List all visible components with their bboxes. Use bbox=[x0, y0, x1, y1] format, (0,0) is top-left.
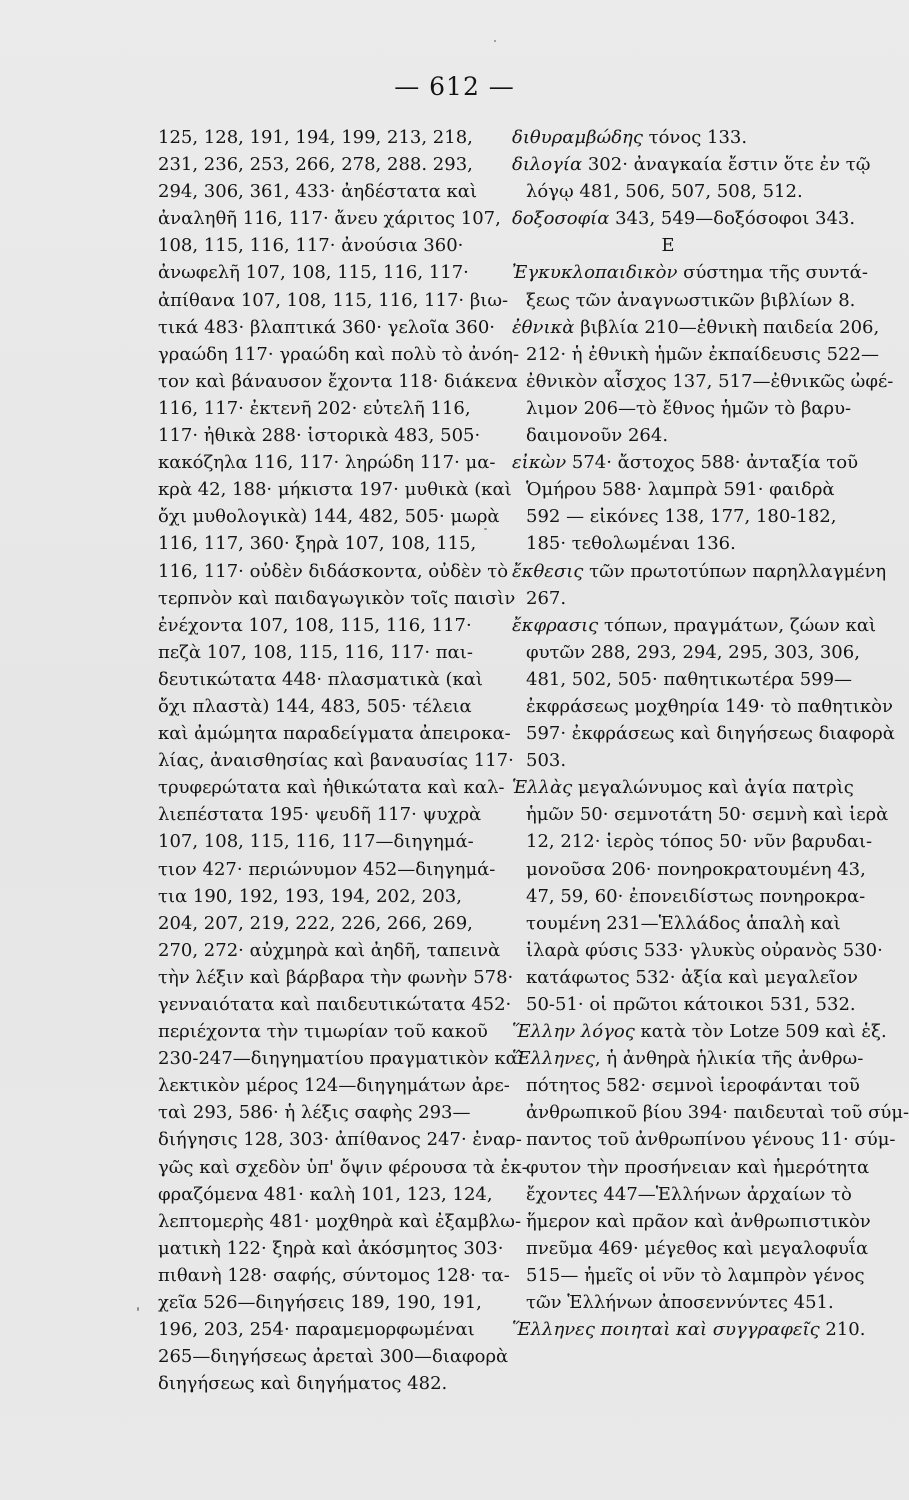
index-line: τον καὶ βάναυσον ἔχοντα 118· διάκενα bbox=[158, 370, 518, 392]
index-line: δαιμονοῦν 264. bbox=[526, 425, 669, 447]
index-entry: ἐθνικὰ βιβλία 210—ἐθνικὴ παιδεία 206, bbox=[512, 316, 880, 338]
index-line: διήγησις 128, 303· ἀπίθανος 247· ἐναρ- bbox=[158, 1129, 522, 1151]
index-line: 204, 207, 219, 222, 226, 266, 269, bbox=[158, 912, 473, 934]
index-entry: Ἕλληνες ποιηταὶ καὶ συγγραφεῖς 210. bbox=[512, 1319, 866, 1341]
index-line: ἥμερον καὶ πρᾶον καὶ ἀνθρωπιστικὸν bbox=[526, 1210, 871, 1232]
entry-term: Ἕλληνες bbox=[512, 1048, 595, 1070]
left-column bbox=[158, 124, 528, 1397]
index-line: ἐνέχοντα 107, 108, 115, 116, 117· bbox=[158, 614, 472, 636]
index-line: ἐκφράσεως μοχθηρία 149· τὸ παθητικὸν bbox=[526, 695, 893, 717]
entry-term: διθυραμβώδης bbox=[512, 127, 643, 148]
entry-term: διλογία bbox=[512, 154, 583, 176]
index-line: 592 — εἰκόνες 138, 177, 180-182, bbox=[526, 506, 837, 528]
print-speck bbox=[137, 1307, 139, 1311]
index-line: ἔχοντες 447—Ἑλλήνων ἀρχαίων τὸ bbox=[526, 1183, 852, 1205]
index-line: 47, 59, 60· ἐπονειδίστως πονηροκρα- bbox=[526, 885, 866, 907]
index-line: 116, 117· ἐκτενῆ 202· εὐτελῆ 116, bbox=[158, 397, 471, 419]
index-line: τὴν λέξιν καὶ βάρβαρα τὴν φωνὴν 578· bbox=[158, 966, 514, 988]
index-line: τῶν Ἑλλήνων ἀποσεννύντες 451. bbox=[526, 1292, 834, 1314]
index-line: πνεῦμα 469· μέγεθος καὶ μεγαλοφυΐα bbox=[526, 1237, 869, 1259]
index-entry: Ἕλλην λόγος κατὰ τὸν Lotze 509 καὶ ἑξ. bbox=[512, 1021, 887, 1043]
index-line: μονοῦσα 206· πονηροκρατουμένη 43, bbox=[526, 858, 866, 880]
index-line: λεκτικὸν μέρος 124—διηγημάτων ἀρε- bbox=[158, 1075, 510, 1097]
index-line: καὶ ἀμώμητα παραδείγματα ἀπειροκα- bbox=[158, 723, 511, 745]
index-line: ματικὴ 122· ξηρὰ καὶ ἀκόσμητος 303· bbox=[158, 1237, 504, 1259]
index-entry: Ἑλλὰς μεγαλώνυμος καὶ ἁγία πατρὶς bbox=[512, 777, 854, 799]
index-line: τερπνὸν καὶ παιδαγωγικὸν τοῖς παισὶν bbox=[158, 587, 516, 609]
page-number: — 612 — bbox=[394, 72, 515, 101]
index-line: 503. bbox=[526, 750, 567, 772]
index-entry: διλογία 302· ἀναγκαία ἔστιν ὅτε ἐν τῷ bbox=[512, 154, 871, 176]
index-line: 116, 117· οὐδὲν διδάσκοντα, οὐδὲν τὸ bbox=[158, 560, 509, 582]
index-line: 231, 236, 253, 266, 278, 288. 293, bbox=[158, 154, 473, 176]
index-line: ἀνωφελῆ 107, 108, 115, 116, 117· bbox=[158, 262, 469, 284]
index-line: 108, 115, 116, 117· ἀνούσια 360· bbox=[158, 235, 464, 257]
index-line: τουμένη 231—Ἑλλάδος ἁπαλὴ καὶ bbox=[526, 912, 841, 934]
index-line: 481, 502, 505· παθητικωτέρα 599— bbox=[526, 668, 853, 690]
index-line: 230-247—διηγηματίου πραγματικὸν καὶ bbox=[158, 1048, 525, 1070]
index-line: ἡμῶν 50· σεμνοτάτη 50· σεμνὴ καὶ ἱερὰ bbox=[526, 804, 889, 826]
index-line: περιέχοντα τὴν τιμωρίαν τοῦ κακοῦ bbox=[158, 1021, 488, 1043]
index-line: 116, 117, 360· ξηρὰ 107, 108, 115, bbox=[158, 533, 477, 555]
index-line: τιον 427· περιώνυμον 452—διηγημά- bbox=[158, 858, 496, 880]
index-line: ὄχι μυθολογικὰ) 144, 482, 505· μωρὰ bbox=[158, 506, 500, 528]
index-entry: δοξοσοφία 343, 549—δοξόσοφοι 343. bbox=[512, 208, 856, 230]
index-entry: Ἐγκυκλοπαιδικὸν σύστημα τῆς συντά- bbox=[512, 262, 868, 284]
index-line: λεπτομερὴς 481· μοχθηρὰ καὶ ἐξαμβλω- bbox=[158, 1210, 522, 1232]
entry-term: Ἕλλην λόγος bbox=[512, 1021, 635, 1043]
index-line: ξεως τῶν ἀναγνωστικῶν βιβλίων 8. bbox=[526, 289, 856, 311]
entry-term: ἐθνικὰ bbox=[512, 316, 575, 338]
index-line: πιθανὴ 128· σαφής, σύντομος 128· τα- bbox=[158, 1264, 510, 1286]
index-line: 50-51· οἱ πρῶτοι κάτοικοι 531, 532. bbox=[526, 994, 856, 1015]
index-line: 267. bbox=[526, 587, 567, 609]
index-line: ἱλαρὰ φύσις 533· γλυκὺς οὐρανὸς 530· bbox=[526, 939, 883, 961]
index-line: 515— ἡμεῖς οἱ νῦν τὸ λαμπρὸν γένος bbox=[526, 1264, 865, 1286]
print-speck bbox=[494, 40, 496, 42]
index-line: Ὁμήρου 588· λαμπρὰ 591· φαιδρὰ bbox=[526, 479, 835, 501]
entry-term: δοξοσοφία bbox=[512, 208, 610, 230]
index-line: φραζόμενα 481· καλὴ 101, 123, 124, bbox=[158, 1183, 493, 1205]
index-line: ταὶ 293, 586· ἡ λέξις σαφὴς 293— bbox=[158, 1102, 471, 1124]
entry-term: Ἕλληνες ποιηταὶ καὶ συγγραφεῖς bbox=[512, 1319, 820, 1341]
index-line: 597· ἐκφράσεως καὶ διηγήσεως διαφορὰ bbox=[526, 723, 895, 745]
index-line: 270, 272· αὐχμηρὰ καὶ ἀηδῆ, ταπεινὰ bbox=[158, 939, 501, 961]
index-line: λόγῳ 481, 506, 507, 508, 512. bbox=[526, 181, 803, 203]
index-line: 196, 203, 254· παραμεμορφωμέναι bbox=[158, 1319, 475, 1341]
index-line: χεῖα 526—διηγήσεις 189, 190, 191, bbox=[158, 1292, 482, 1314]
index-line: 265—διηγήσεως ἀρεταὶ 300—διαφορὰ bbox=[158, 1346, 509, 1368]
entry-term: Ἐγκυκλοπαιδικὸν bbox=[512, 262, 678, 284]
index-line: λιμον 206—τὸ ἔθνος ἡμῶν τὸ βαρυ- bbox=[526, 397, 852, 419]
index-line: λιεπέστατα 195· ψευδῆ 117· ψυχρὰ bbox=[158, 804, 482, 826]
index-line: φυτῶν 288, 293, 294, 295, 303, 306, bbox=[526, 641, 860, 663]
index-line: 185· τεθολωμέναι 136. bbox=[526, 533, 736, 555]
index-line: ἀπίθανα 107, 108, 115, 116, 117· βιω- bbox=[158, 289, 509, 311]
index-line: κρὰ 42, 188· μήκιστα 197· μυθικὰ (καὶ bbox=[158, 479, 512, 501]
index-line: τια 190, 192, 193, 194, 202, 203, bbox=[158, 885, 462, 907]
index-line: 125, 128, 191, 194, 199, 213, 218, bbox=[158, 127, 473, 148]
section-letter: Ε bbox=[661, 235, 675, 257]
index-line: τρυφερώτατα καὶ ἠθικώτατα καὶ καλ- bbox=[158, 777, 505, 799]
index-line: φυτον τὴν προσήνειαν καὶ ἡμερότητα bbox=[526, 1156, 870, 1178]
index-line: 107, 108, 115, 116, 117—διηγημά- bbox=[158, 831, 474, 853]
entry-term: ἔκφρασις bbox=[512, 614, 599, 636]
index-line: ἀνθρωπικοῦ βίου 394· παιδευταὶ τοῦ σύμ- bbox=[526, 1102, 909, 1124]
index-line: 294, 306, 361, 433· ἀηδέστατα καὶ bbox=[158, 181, 477, 203]
print-speck bbox=[484, 528, 487, 530]
index-line: ἐθνικὸν αἶσχος 137, 517—ἐθνικῶς ὠφέ- bbox=[526, 370, 894, 392]
index-line: πεζὰ 107, 108, 115, 116, 117· παι- bbox=[158, 641, 473, 663]
index-line: ἀναληθῆ 116, 117· ἄνευ χάριτος 107, bbox=[158, 208, 501, 230]
index-line: δευτικώτατα 448· πλασματικὰ (καὶ bbox=[158, 668, 483, 690]
index-line: τικά 483· βλαπτικά 360· γελοῖα 360· bbox=[158, 316, 496, 338]
index-line: γῶς καὶ σχεδὸν ὑπ' ὄψιν φέρουσα τὰ ἐκ- bbox=[158, 1156, 528, 1178]
index-line: 117· ἠθικὰ 288· ἱστορικὰ 483, 505· bbox=[158, 425, 481, 447]
index-line: γραώδη 117· γραώδη καὶ πολὺ τὸ ἀνόη- bbox=[158, 343, 520, 365]
index-line: παντος τοῦ ἀνθρωπίνου γένους 11· σύμ- bbox=[526, 1129, 896, 1151]
index-entry: εἰκὼν 574· ἄστοχος 588· ἀνταξία τοῦ bbox=[512, 452, 859, 474]
entry-term: ἔκθεσις bbox=[512, 560, 584, 582]
index-line: πότητος 582· σεμνοὶ ἱεροφάνται τοῦ bbox=[526, 1075, 860, 1097]
index-line: λίας, ἀναισθησίας καὶ βαναυσίας 117· bbox=[158, 750, 514, 772]
index-entry: ἔκθεσις τῶν πρωτοτύπων παρηλλαγμένη bbox=[512, 560, 887, 582]
index-line: 12, 212· ἱερὸς τόπος 50· νῦν βαρυδαι- bbox=[526, 831, 873, 853]
right-column bbox=[512, 124, 909, 1343]
index-entry: ἔκφρασις τόπων, πραγμάτων, ζώων καὶ bbox=[512, 614, 877, 636]
index-entry: Ἕλληνες, ἡ ἀνθηρὰ ἡλικία τῆς ἀνθρω- bbox=[512, 1048, 864, 1070]
index-line: 212· ἡ ἐθνικὴ ἡμῶν ἐκπαίδευσις 522— bbox=[526, 343, 879, 365]
index-entry: διθυραμβώδης τόνος 133. bbox=[512, 127, 748, 148]
entry-term: Ἑλλὰς bbox=[512, 777, 573, 799]
entry-term: εἰκὼν bbox=[512, 452, 567, 474]
index-line: ὄχι πλαστὰ) 144, 483, 505· τέλεια bbox=[158, 695, 472, 717]
index-line: κατάφωτος 532· ἀξία καὶ μεγαλεῖον bbox=[526, 966, 858, 988]
index-line: διηγήσεως καὶ διηγήματος 482. bbox=[158, 1373, 448, 1395]
index-line: κακόζηλα 116, 117· ληρώδη 117· μα- bbox=[158, 452, 496, 474]
index-line: γενναιότατα καὶ παιδευτικώτατα 452· bbox=[158, 994, 512, 1015]
